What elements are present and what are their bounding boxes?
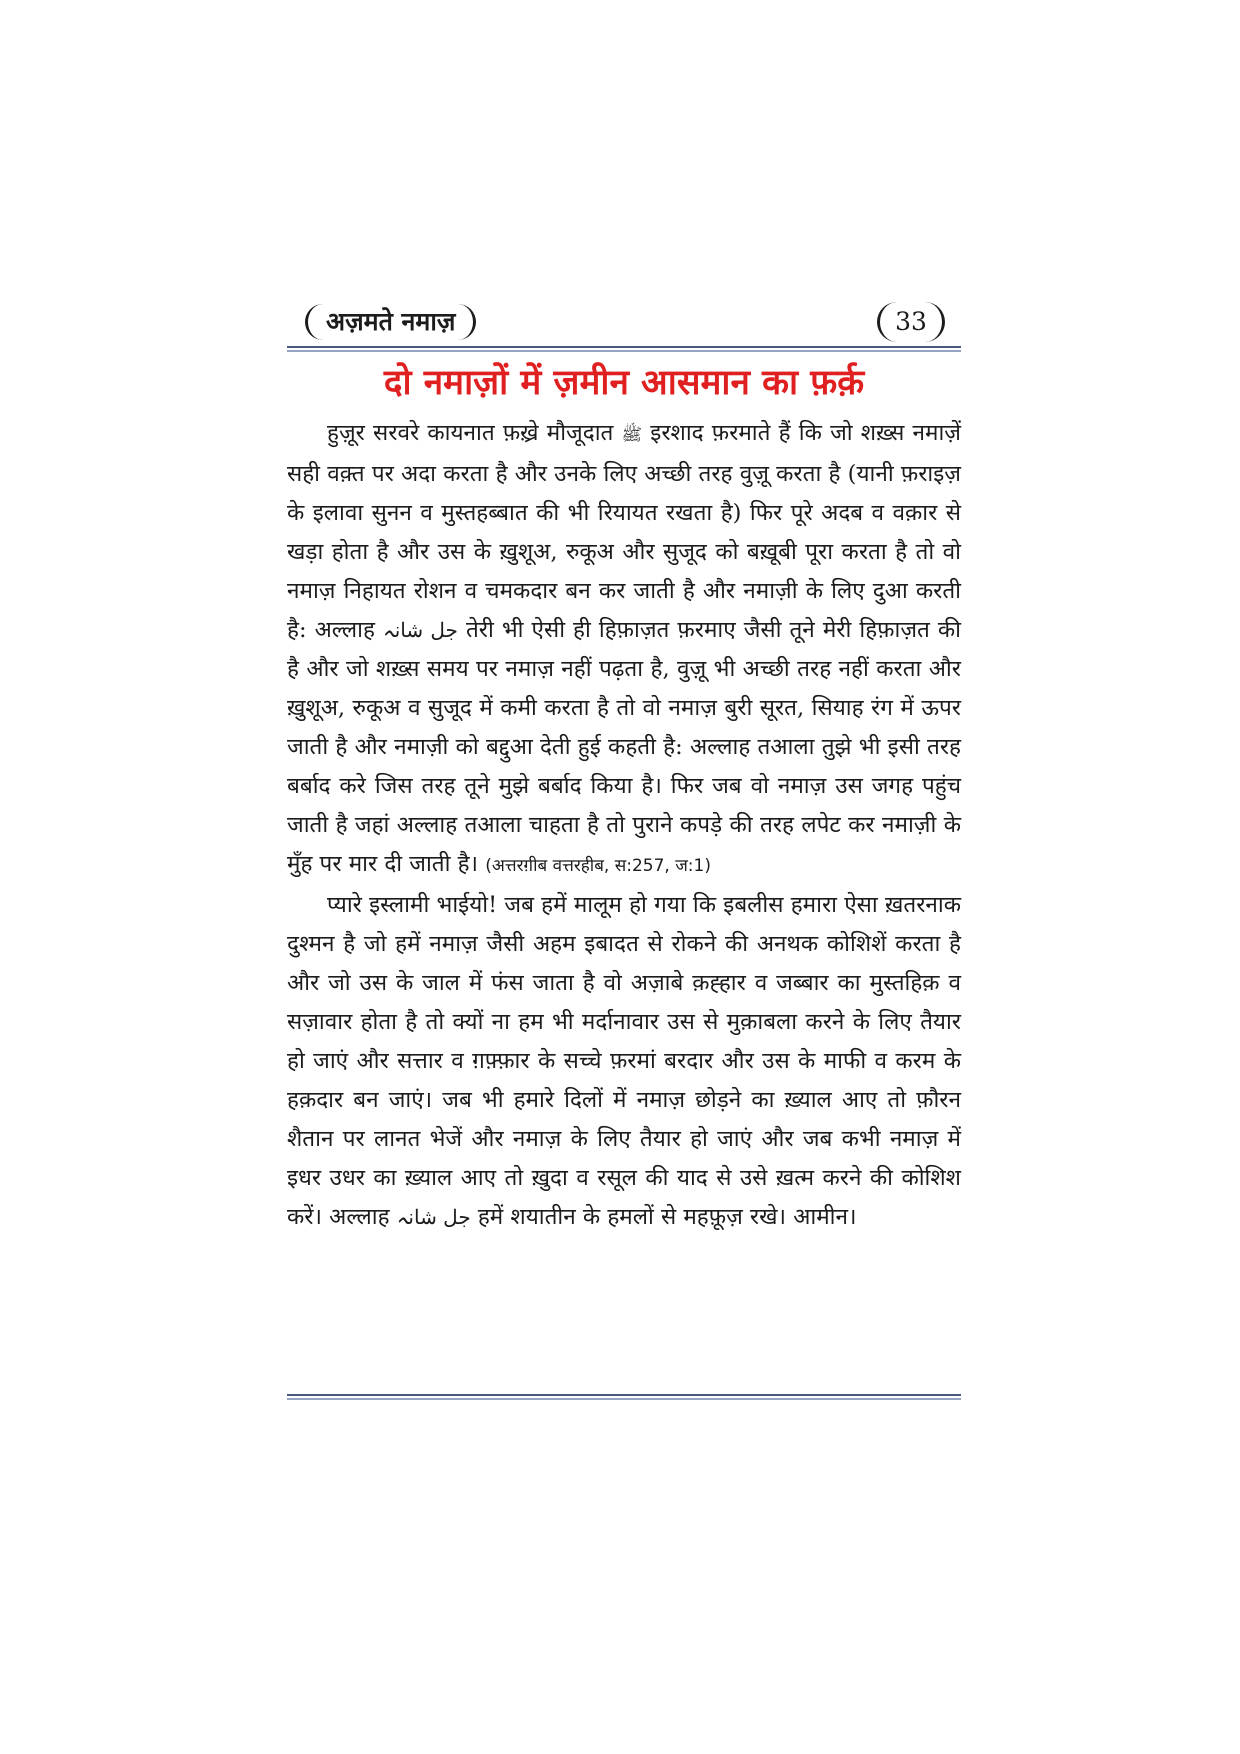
paragraph-1-text-a: हुज़ूर सरवरे कायनात फ़ख़्रे मौजूदात (327, 420, 614, 446)
page-number: 33 (877, 302, 945, 342)
header-divider (287, 346, 961, 352)
citation: (अत्तरग़ीब वत्तरहीब, स:257, ज:1) (485, 856, 711, 876)
paragraph-2-text-a: प्यारे इस्लामी भाईयो! जब हमें मालूम हो गया कि इबलीस हमारा ऐसा ख़तरनाक दुश्मन है जो हमें नमाज़ जैसी अहम इबादत से रोकने की अनथक कोशिशें करता है और जो उस के जाल में फंस जाता है वो अज़ाबे क़ह्हार व जब्बार का मुस्तहिक़ व सज़ावार होता है तो क्यों ना हम भी मर्दानावार उस से मुक़ाबला करने के लिए तैयार हो जाएं और सत्तार व ग़फ़्फ़ार के सच्चे फ़रमां बरदार और उस के माफी व करम के हक़दार बन जाएं। जब भी हमारे दिलों में नमाज़ छोड़ने का ख़्याल आए तो फ़ौरन शैतान पर लानत भेजें और नमाज़ के लिए तैयार हो जाएं और जब कभी नमाज़ में इधर उधर का ख़्याल आए तो ख़ुदा व रसूल की याद से उसे ख़त्म करने की कोशिश करें। अल्लाह (287, 892, 961, 1230)
book-page (287, 300, 961, 1237)
honorific-glyph: ﷺ (621, 425, 643, 445)
paragraph-2-text-b: हमें शयातीन के हमलों से महफ़ूज़ रखे। आमीन। (477, 1204, 857, 1230)
paragraph-1-text-b: इरशाद फ़रमाते हैं कि जो शख़्स नमाज़ें सही वक़्त पर अदा करता है और उनके लिए अच्छी तरह वुज़ू करता है (यानी फ़राइज़ के इलावा सुनन व मुस्तहब्बात की भी रियायत रखता है) फिर पूरे अदब व वक़ार से खड़ा होता है और उस के ख़ुशूअ, रुकूअ और सुजूद को बख़ूबी पूरा करता है तो वो नमाज़ निहायत रोशन व चमकदार बन कर जाती है और नमाज़ी के लिए दुआ करती है: अल्लाह (287, 420, 961, 643)
footer-divider (287, 1394, 961, 1400)
page-header (287, 300, 961, 346)
paragraph-1-text-c: तेरी भी ऐसी ही हिफ़ाज़त फ़रमाए जैसी तूने मेरी हिफ़ाज़त की है और जो शख़्स समय पर नमाज़ नहीं पढ़ता है, वुज़ू भी अच्छी तरह नहीं करता और ख़ुशूअ, रुकूअ व सुजूद में कमी करता है तो वो नमाज़ बुरी सूरत, सियाह रंग में ऊपर जाती है और नमाज़ी को बद्दुआ देती हुई कहती है: अल्लाह तआला तुझे भी इसी तरह बर्बाद करे जिस तरह तूने मुझे बर्बाद किया है। फिर जब वो नमाज़ उस जगह पहुंच जाती है जहां अल्लाह तआला चाहता है तो पुराने कपड़े की तरह लपेट कर नमाज़ी के मुँह पर मार दी जाती है। (287, 617, 961, 877)
body-text (287, 414, 961, 1237)
running-header-title: अज़मते नमाज़ (305, 304, 476, 340)
chapter-heading: दो नमाज़ों में ज़मीन आसमान का फ़र्क़ (383, 363, 865, 403)
paragraph-1 (287, 414, 961, 886)
arabic-phrase: جل شانہ (396, 1205, 471, 1229)
arabic-phrase: جل شانہ (383, 618, 458, 642)
paragraph-2 (287, 886, 961, 1237)
